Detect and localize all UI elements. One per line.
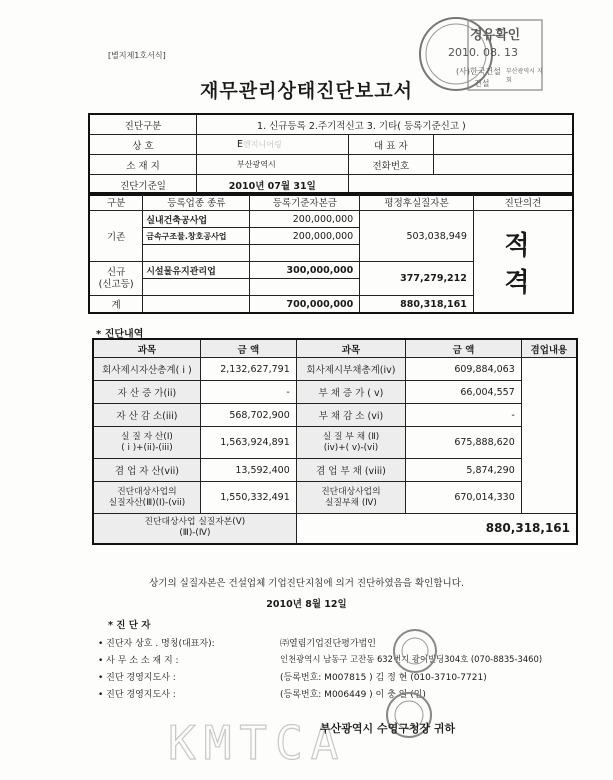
form-label: [별지제1호서식] xyxy=(108,51,166,60)
stamp-org-1: (사)한국건설 xyxy=(456,67,501,76)
diagnoser-value: (등록번호: M006449 ) 이 충 일 (인) xyxy=(280,690,426,700)
details-row xyxy=(93,358,577,381)
total-capital: 700,000,000 xyxy=(250,296,360,314)
stamp-date: 2010. 08. 13 xyxy=(448,46,518,59)
capital-label: 진단대상사업 실질자본(Ⅴ) (Ⅲ)-(Ⅳ) xyxy=(93,514,296,544)
left-item: 자 산 감 소(iii) xyxy=(93,404,200,427)
details-header-cell: 겸업내용 xyxy=(521,339,577,358)
address-value: 부산광역시 xyxy=(197,155,348,175)
phone-value xyxy=(434,155,573,175)
right-amount: 675,888,620 xyxy=(406,427,522,459)
reg-header-cell: 평정후실질자본 xyxy=(360,193,474,211)
reg-header-row xyxy=(89,193,573,211)
date-label: 진단기준일 xyxy=(89,175,197,196)
details-header-cell: 금 액 xyxy=(200,339,296,358)
diagnoser-title: * 진 단 자 xyxy=(108,620,151,631)
address-label: 소 재 지 xyxy=(89,155,197,175)
stamp-small-text: 부산광역시 지회 xyxy=(506,68,543,84)
info-row-address xyxy=(89,155,573,175)
left-amount: - xyxy=(200,381,296,404)
diagnoser-label: • 진단자 상호 . 명칭(대표자): xyxy=(98,639,215,649)
left-amount: 568,702,900 xyxy=(200,404,296,427)
registration-table xyxy=(88,192,574,314)
total-label: 계 xyxy=(89,296,143,314)
details-header-cell: 과목 xyxy=(93,339,200,358)
company-value-faint: 엔지니어링 xyxy=(243,140,282,149)
right-amount: 670,014,330 xyxy=(406,482,522,514)
left-amount: 2,132,627,791 xyxy=(200,358,296,381)
reg-capital: 200,000,000 xyxy=(250,211,360,228)
right-item: 실 질 부 채 (Ⅱ) (iv)+( v)-(vi) xyxy=(296,427,405,459)
left-amount: 13,592,400 xyxy=(200,459,296,482)
reg-header-cell: 구분 xyxy=(89,193,143,211)
right-item: 부 채 감 소 (vi) xyxy=(296,404,405,427)
date-value: 2010년 07월 31일 xyxy=(197,175,348,196)
right-item: 진단대상사업의 실질부채 (Ⅳ) xyxy=(296,482,405,514)
reg-type: 금속구조물.창호공사업 xyxy=(143,228,250,245)
right-amount: - xyxy=(406,404,522,427)
confirmation-stamp xyxy=(408,14,546,94)
category-options: 1. 신규등록 2.주기적신고 3. 기타( 등록기준신고 ) xyxy=(197,114,573,135)
details-capital-row xyxy=(93,514,577,544)
left-item: 자 산 증 가(ii) xyxy=(93,381,200,404)
diagnoser-value: 인천광역시 남동구 고잔동 632번지 광이빌딩304호 (070-8835-3460) xyxy=(280,654,543,664)
diagnoser-label: • 사 무 소 소 재 지 : xyxy=(98,656,179,666)
details-header-cell: 금 액 xyxy=(406,339,522,358)
details-row xyxy=(93,459,577,482)
diagnoser-label: • 진단 경영지도사 : xyxy=(98,673,176,683)
total-assessed: 880,318,161 xyxy=(360,296,474,314)
details-table xyxy=(92,338,578,545)
seal-icon xyxy=(392,628,438,674)
reg-capital: 200,000,000 xyxy=(250,228,360,245)
left-item: 회사제시자산총계( i ) xyxy=(93,358,200,381)
side-business-cell xyxy=(521,358,577,514)
diagnoser-value: (등록번호: M007815 ) 김 정 현 (010-3710-7721) xyxy=(280,673,487,683)
details-row xyxy=(93,482,577,514)
diagnosis-opinion: 적 격 xyxy=(473,211,573,314)
company-label: 상 호 xyxy=(89,135,197,155)
company-value: E xyxy=(237,139,244,150)
rep-value xyxy=(434,135,573,155)
details-row xyxy=(93,404,577,427)
new-assessed: 377,279,212 xyxy=(360,262,474,296)
details-row xyxy=(93,381,577,404)
existing-assessed: 503,038,949 xyxy=(360,211,474,262)
addressee: 부산광역시 수영구청장 귀하 xyxy=(320,722,456,735)
details-header-cell: 과목 xyxy=(296,339,405,358)
stamp-title: 경유확인 xyxy=(470,28,521,43)
report-date: 2010년 8월 12일 xyxy=(266,599,347,610)
details-title: * 진단내역 xyxy=(96,329,144,340)
reg-row xyxy=(89,211,573,228)
reg-header-cell: 진단의견 xyxy=(473,193,573,211)
reg-header-cell: 등록기준자본금 xyxy=(250,193,360,211)
diagnoser-label: • 진단 경영지도사 : xyxy=(98,690,176,700)
stamp-org-2: 건설 xyxy=(474,79,490,88)
rep-label: 대 표 자 xyxy=(348,135,434,155)
details-row xyxy=(93,427,577,459)
left-item: 실 질 자 산(Ⅰ) ( i )+(ii)-(iii) xyxy=(93,427,200,459)
watermark: KMTCA xyxy=(168,716,347,770)
info-row-company xyxy=(89,135,573,155)
existing-label: 기존 xyxy=(89,211,143,262)
left-item: 겸 업 자 산(vii) xyxy=(93,459,200,482)
reg-type: 시설물유지관리업 xyxy=(143,262,250,279)
right-amount: 66,004,557 xyxy=(406,381,522,404)
left-amount: 1,550,332,491 xyxy=(200,482,296,514)
right-amount: 5,874,290 xyxy=(406,459,522,482)
reg-header-cell: 등록업종 종류 xyxy=(143,193,250,211)
details-header-row xyxy=(93,339,577,358)
confirmation-text: 상기의 실질자본은 건설업체 기업진단지침에 의거 진단하였음을 확인합니다. xyxy=(149,578,464,589)
info-table xyxy=(88,113,574,196)
left-item: 진단대상사업의 실질자산(Ⅲ)(Ⅰ)-(vii) xyxy=(93,482,200,514)
phone-label: 전화번호 xyxy=(348,155,434,175)
right-item: 부 채 증 가 ( v) xyxy=(296,381,405,404)
category-label: 진단구분 xyxy=(89,114,197,135)
right-item: 겸 업 부 채 (viii) xyxy=(296,459,405,482)
info-row-category xyxy=(89,114,573,135)
diagnoser-value: ㈜열림기업진단평가법인 xyxy=(280,639,376,649)
page-title: 재무관리상태진단보고서 xyxy=(200,80,413,102)
reg-capital: 300,000,000 xyxy=(250,262,360,279)
capital-value: 880,318,161 xyxy=(296,514,577,544)
right-amount: 609,884,063 xyxy=(406,358,522,381)
new-label: 신규 (신고등) xyxy=(89,262,143,296)
reg-type: 실내건축공사업 xyxy=(143,211,250,228)
left-amount: 1,563,924,891 xyxy=(200,427,296,459)
right-item: 회사제시부채총계(iv) xyxy=(296,358,405,381)
